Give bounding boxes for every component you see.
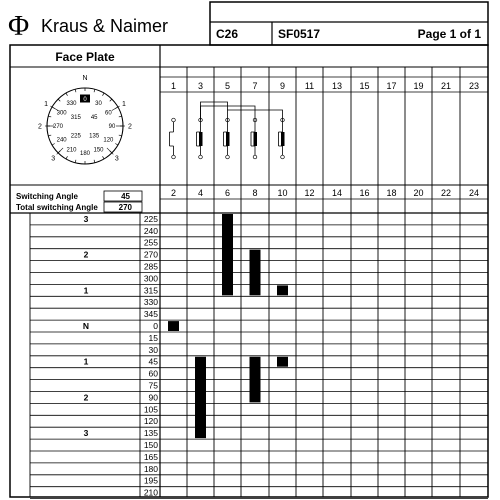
- total-switching-angle-value: 270: [118, 203, 132, 212]
- terminal-top-label: 3: [197, 81, 204, 91]
- terminal-bottom-label: 18: [386, 188, 397, 198]
- contact-bracket: [170, 132, 174, 146]
- angle-value: 285: [143, 261, 158, 272]
- terminal-bottom-label: 10: [277, 188, 288, 198]
- angle-value: 15: [148, 332, 158, 343]
- brand-logo: [8, 10, 168, 42]
- contact-bar: [281, 132, 285, 146]
- position-label: 2: [83, 392, 89, 403]
- face-plate-title: Face Plate: [55, 50, 115, 64]
- brand-name: Kraus & Naimer: [41, 16, 169, 36]
- dial-position-label: 2: [38, 123, 42, 131]
- contact-grid: [30, 67, 488, 499]
- dial-tick: [66, 93, 68, 96]
- dial-tick: [94, 160, 95, 163]
- dial-angle-label: 30: [95, 100, 102, 107]
- dial-angle-label: 120: [103, 137, 114, 144]
- dial-angle-label: 0: [83, 97, 87, 104]
- dial-tick: [110, 99, 112, 101]
- contact-closure-bar: [277, 285, 288, 295]
- terminal-top-label: 21: [440, 81, 452, 91]
- code: C26: [216, 27, 239, 41]
- total-switching-angle-label: Total switching Angle: [16, 203, 98, 212]
- terminal-dot: [281, 155, 285, 159]
- dial-tick: [52, 144, 55, 146]
- dial-angle-label: 135: [89, 133, 100, 140]
- contact-closure-bar: [250, 357, 261, 403]
- contact-closure-bar: [168, 321, 179, 331]
- dial-tick: [94, 89, 95, 92]
- dial-angle-label: 210: [66, 147, 77, 154]
- terminal-bottom-label: 16: [359, 188, 370, 198]
- dial-tick: [75, 89, 76, 92]
- terminal-top-label: 7: [252, 81, 258, 91]
- dial-angle-label: 225: [70, 133, 81, 140]
- terminal-top-label: 11: [304, 81, 315, 91]
- terminal-top-label: 17: [386, 81, 397, 91]
- switching-angle-value: 45: [121, 192, 130, 201]
- dial-position-label: 3: [114, 155, 119, 163]
- contact-bar: [226, 132, 230, 146]
- dial-angle-label: 60: [105, 110, 112, 117]
- dial-position-label: 3: [51, 155, 56, 163]
- dial-pointer-line: [57, 148, 63, 154]
- face-plate-dial: [38, 75, 132, 164]
- terminal-bottom-label: 6: [224, 188, 231, 198]
- angle-value: 105: [143, 404, 158, 415]
- terminal-dot: [226, 155, 230, 159]
- position-label: 3: [83, 428, 89, 439]
- angle-value: 345: [143, 309, 158, 320]
- angle-value: 45: [148, 356, 158, 367]
- terminal-bottom-label: 12: [304, 188, 315, 198]
- dial-tick: [66, 156, 68, 159]
- contact-bar: [199, 132, 203, 146]
- angle-value: 255: [143, 237, 158, 248]
- angle-value: 120: [143, 416, 158, 427]
- angle-value: 60: [148, 368, 158, 379]
- dial-position-label: 1: [122, 101, 126, 108]
- position-label: 1: [83, 285, 89, 296]
- dial-tick: [115, 144, 118, 146]
- terminal-bottom-label: 22: [440, 188, 452, 198]
- terminal-bottom-label: 14: [331, 188, 343, 198]
- angle-value: 300: [143, 273, 158, 284]
- dial-pointer-line: [107, 148, 113, 154]
- terminal-top-label: 23: [468, 81, 480, 91]
- switching-angle-label: Switching Angle: [16, 192, 78, 201]
- contact-closure-bar: [277, 357, 288, 367]
- dial-angle-label: 150: [93, 147, 104, 154]
- terminal-top-label: 15: [359, 81, 370, 91]
- terminal-top-label: 13: [331, 81, 343, 91]
- angle-value: 330: [143, 297, 158, 308]
- angle-value: 30: [148, 344, 158, 355]
- contact-closure-bar: [250, 250, 261, 296]
- terminal-dot: [172, 118, 176, 122]
- dial-position-label: 2: [128, 123, 132, 131]
- dial-tick: [48, 135, 51, 136]
- dial-label-top: N: [82, 75, 88, 82]
- dial-angle-label: 315: [70, 115, 81, 122]
- position-label: 1: [83, 356, 89, 367]
- dial-angle-label: 330: [66, 100, 77, 107]
- dial-tick: [103, 156, 105, 159]
- dial-tick: [119, 135, 122, 136]
- dial-tick: [75, 160, 76, 163]
- angle-value: 150: [143, 440, 158, 450]
- terminal-top-label: 19: [413, 81, 424, 91]
- dial-angle-label: 240: [56, 137, 67, 144]
- logo-symbol: Φ: [8, 10, 30, 42]
- position-label: 3: [83, 213, 89, 224]
- dial-tick: [119, 116, 122, 117]
- terminal-top-label: 9: [279, 81, 286, 91]
- angle-value: 75: [148, 380, 158, 391]
- angle-value: 180: [143, 463, 158, 474]
- angle-value: 270: [143, 249, 158, 260]
- terminal-top-label: 5: [224, 81, 231, 91]
- terminal-bottom-label: 2: [170, 188, 177, 198]
- terminal-bottom-label: 20: [413, 188, 424, 198]
- contact-closure-bar: [195, 357, 206, 438]
- terminal-dot: [172, 155, 176, 159]
- dial-position-label: 1: [44, 101, 48, 108]
- angle-value: 210: [143, 487, 158, 498]
- dial-angle-label: 300: [56, 110, 67, 117]
- page-number: Page 1 of 1: [417, 27, 481, 41]
- terminal-dot: [199, 155, 203, 159]
- angle-value: 165: [143, 451, 158, 462]
- angle-value: 240: [143, 225, 158, 236]
- dial-angle-label: 45: [90, 115, 98, 122]
- angle-value: 90: [148, 392, 158, 403]
- position-label: N: [82, 321, 90, 331]
- angle-value: 195: [143, 475, 158, 486]
- terminal-bottom-label: 4: [197, 188, 204, 198]
- angle-value: 225: [143, 213, 158, 224]
- angle-value: 0: [153, 321, 158, 331]
- dial-angle-label: 90: [108, 124, 116, 131]
- terminal-top-label: 1: [170, 81, 177, 91]
- dial-tick: [48, 116, 51, 117]
- angle-value: 315: [143, 285, 158, 296]
- dial-angle-label: 180: [79, 151, 91, 158]
- contact-bar: [254, 132, 258, 146]
- terminal-bottom-label: 8: [252, 188, 258, 198]
- dial-tick: [58, 99, 60, 101]
- terminal-bottom-label: 24: [468, 188, 480, 198]
- dial-tick: [103, 93, 105, 96]
- angle-value: 135: [143, 428, 158, 439]
- drawing-number: SF0517: [278, 27, 321, 41]
- dial-angle-label: 270: [52, 124, 64, 131]
- terminal-dot: [253, 155, 257, 159]
- position-label: 2: [83, 249, 89, 260]
- contact-closure-bar: [222, 214, 233, 295]
